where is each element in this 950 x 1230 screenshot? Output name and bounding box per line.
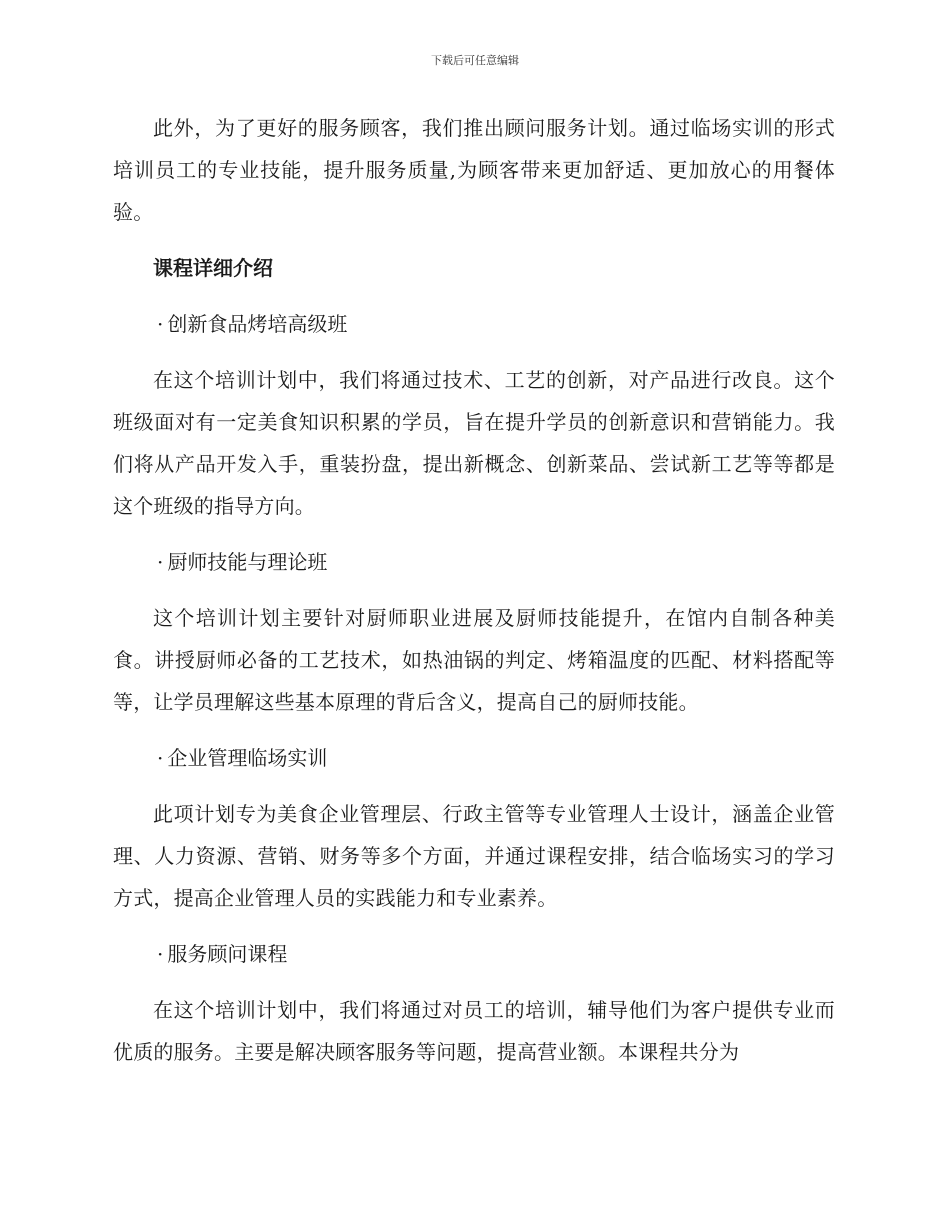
course-body-2: 这个培训计划主要针对厨师职业进展及厨师技能提升，在馆内自制各种美食。讲授厨师必备的工艺技术，如热油锅的判定、烤箱温度的匹配、材料搭配等等，让学员理解这些基本原理的背后含义，提高自己的厨师技能。 [113, 606, 835, 714]
course-title-text: 厨师技能与理论班 [167, 550, 328, 574]
page-header: 下载后可任意编辑 [431, 54, 519, 67]
intro-paragraph: 此外，为了更好的服务顾客，我们推出顾问服务计划。通过临场实训的形式培训员工的专业技能，提升服务质量,为顾客带来更加舒适、更加放心的用餐体验。 [113, 116, 835, 224]
bullet-icon: · [157, 746, 164, 770]
section-heading: 课程详细介绍 [153, 256, 273, 280]
course-body-3: 此项计划专为美食企业管理层、行政主管等专业管理人士设计，涵盖企业管理、人力资源、营销、财务等多个方面，并通过课程安排，结合临场实习的学习方式，提高企业管理人员的实践能力和专业素养。 [113, 802, 835, 910]
bullet-icon: · [157, 942, 164, 966]
bullet-icon: · [157, 312, 164, 336]
course-body-4: 在这个培训计划中，我们将通过对员工的培训，辅导他们为客户提供专业而优质的服务。主要是解决顾客服务等问题，提高营业额。本课程共分为 [113, 998, 835, 1064]
course-body-1: 在这个培训计划中，我们将通过技术、工艺的创新，对产品进行改良。这个班级面对有一定美食知识积累的学员，旨在提升学员的创新意识和营销能力。我们将从产品开发入手，重装扮盘，提出新概念、创新菜品、尝试新工艺等等都是这个班级的指导方向。 [113, 368, 835, 518]
course-title-text: 企业管理临场实训 [167, 746, 328, 770]
course-title-text: 创新食品烤培高级班 [167, 312, 348, 336]
course-title-1 [113, 303, 835, 345]
bullet-icon: · [157, 550, 164, 574]
document-body [113, 107, 835, 1087]
course-title-3 [113, 737, 835, 779]
course-title-text: 服务顾问课程 [167, 942, 288, 966]
course-title-4 [113, 933, 835, 975]
course-title-2 [113, 541, 835, 583]
